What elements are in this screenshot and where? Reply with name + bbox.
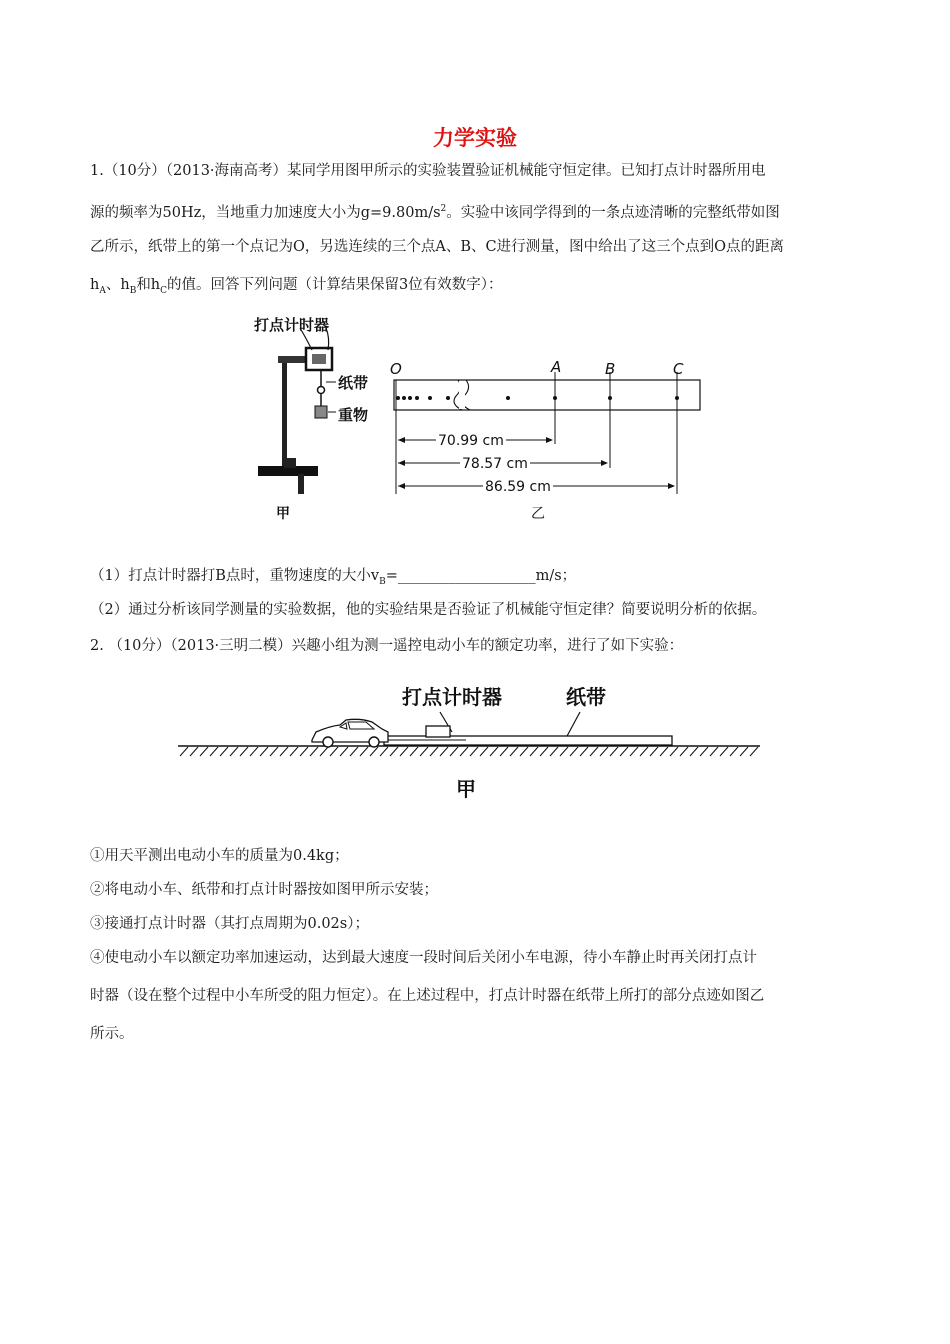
distance-A: 70.99 cm bbox=[438, 433, 504, 449]
stand-apparatus bbox=[258, 328, 336, 494]
q2-step3: ③接通打点计时器（其打点周期为0.02s）； bbox=[90, 916, 369, 932]
q1-line3: 乙所示，纸带上的第一个点记为O，另选连续的三个点A、B、C进行测量，图中给出了这三个点到O点的距离 bbox=[90, 239, 784, 255]
figure-1 bbox=[240, 308, 710, 528]
label-tape: 纸带 bbox=[338, 374, 369, 392]
label-timer: 打点计时器 bbox=[254, 316, 330, 334]
fig2-label-tape: 纸带 bbox=[566, 685, 606, 709]
q2-step4-line2: 时器（设在整个过程中小车所受的阻力恒定）。在上述过程中，打点计时器在纸带上所打的部分点迹如图乙 bbox=[90, 988, 765, 1004]
q2-intro: 2. （10分）（2013·三明二模）兴趣小组为测一遥控电动小车的额定功率，进行了如下实验： bbox=[90, 638, 684, 654]
q1-sub1: （1）打点计时器打B点时，重物速度的大小$v_B=\_\_\_\_\_\_\_\_\_\_\_\_\_\_\_\_\_\_\_m/s$； bbox=[90, 568, 577, 587]
fig2-label-timer: 打点计时器 bbox=[402, 685, 502, 709]
q1-line1: 1.（10分）（2013·海南高考）某同学用图甲所示的实验装置验证机械能守恒定律。已知打点计时器所用电 bbox=[90, 163, 766, 179]
timer-block bbox=[426, 726, 450, 737]
figure-2 bbox=[170, 676, 770, 811]
q2-step2: ②将电动小车、纸带和打点计时器按如图甲所示安装； bbox=[90, 882, 438, 898]
point-A: A bbox=[551, 358, 562, 376]
ground bbox=[178, 746, 760, 756]
q1-sub2: （2）通过分析该同学测量的实验数据，他的实验结果是否验证了机械能守恒定律？简要说明分析的依据。 bbox=[90, 602, 767, 618]
car-icon bbox=[312, 719, 388, 747]
page-title: 力学实验 bbox=[433, 126, 517, 150]
point-B: B bbox=[605, 360, 616, 378]
distance-C: 86.59 cm bbox=[485, 479, 551, 495]
fig2-caption: 甲 bbox=[456, 777, 476, 801]
point-O: O bbox=[390, 360, 402, 378]
label-weight: 重物 bbox=[338, 406, 369, 424]
q1-line4: $h_A$、$h_B$和$h_C$的值。回答下列问题（计算结果保留3位有效数字）： bbox=[90, 277, 503, 296]
point-C: C bbox=[673, 360, 684, 378]
q2-step4-line1: ④使电动小车以额定功率加速运动，达到最大速度一段时间后关闭小车电源，待小车静止时再关闭打点计 bbox=[90, 950, 757, 966]
q2-step4-line3: 所示。 bbox=[90, 1026, 134, 1042]
distance-B: 78.57 cm bbox=[462, 456, 528, 472]
q2-step1: ①用天平测出电动小车的质量为0.4kg； bbox=[90, 848, 349, 864]
q1-line2: 源的频率为50Hz，当地重力加速度大小为$g=9.80m/s^2$。实验中该同学得到的一条点迹清晰的完整纸带如图 bbox=[90, 204, 780, 221]
caption-right: 乙 bbox=[531, 506, 545, 522]
caption-left: 甲 bbox=[276, 506, 290, 522]
